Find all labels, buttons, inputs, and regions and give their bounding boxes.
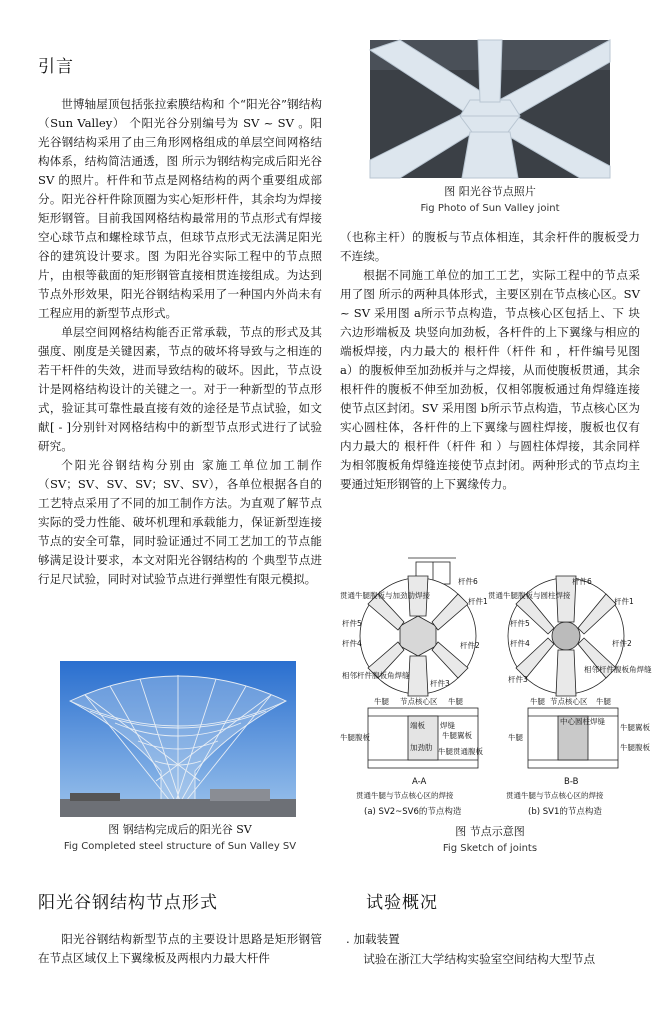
label-b-6: 杆件6 [572, 577, 592, 586]
label-b-5: 杆件5 [510, 619, 530, 628]
label-sec-a-4: 焊缝 [440, 721, 455, 730]
right-column-text [340, 228, 640, 494]
label-sec-a-1: 节点核心区 [400, 697, 438, 706]
label-a-6: 杆件6 [458, 577, 478, 586]
section-a-title: A-A [412, 777, 427, 787]
label-b-0: 贯通牛腿腹板与圆柱焊接 [488, 591, 571, 600]
label-a-2: 杆件2 [460, 641, 480, 650]
label-b-1: 杆件1 [614, 597, 634, 606]
joint-form-paragraph: 阳光谷钢结构新型节点的主要设计思路是矩形钢管在节点区域仅上下翼缘板及两根内力最大杆件 [38, 932, 322, 965]
label-sec-b-1: 节点核心区 [550, 697, 588, 706]
section-b-title: B-B [564, 777, 579, 787]
label-sec-b-3: 中心圆柱 [560, 717, 590, 726]
figure-2-caption: 图 阳光谷节点照片 [444, 185, 536, 198]
figure-3-diagram [338, 554, 652, 822]
label-b-3: 杆件3 [508, 675, 528, 684]
label-sec-b-0: 牛腿 [530, 697, 545, 706]
label-b-7: 相邻杆件腹板角焊缝 [584, 665, 652, 674]
figure-2-caption-en: Fig Photo of Sun Valley joint [420, 203, 560, 214]
label-a-7: 相邻杆件腹板角焊缝 [342, 671, 410, 680]
right-paragraph-1: （也称主杆）的腹板与节点体相连，其余杆件的腹板受力不连续。 [340, 230, 640, 263]
left-column [38, 52, 322, 589]
subcaption-b: (b) SV1的节点构造 [528, 807, 602, 817]
label-sec-a-3: 端板 [410, 721, 425, 730]
label-a-5: 杆件5 [342, 619, 362, 628]
intro-paragraph-3: 个阳光谷钢结构分别由 家施工单位加工制作（SV；SV、SV、SV；SV、SV），各单位根据各自的工艺特点采用了不同的加工制作方法。为直观了解节点实际的受力性能、破坏机理和承载能力，保证新型连接节点的安全可靠，同时验证通过不同工艺加工的节点能够满足设计要求，本文对阳光谷钢结构的 个典型节点进行足尺试验，同时对试验节点进行弹塑性有限元模拟。 [38, 458, 322, 586]
section-heading-test-overview: 试验概况 [366, 893, 438, 913]
figure-2-photo [370, 40, 610, 178]
section-a-caption: 贯通牛腿与节点核心区的焊接 [356, 791, 454, 800]
right-paragraph-2: 根据不同施工单位的加工工艺，实际工程中的节点采用了图 所示的两种具体形式，主要区别在节点核心区。SV ~ SV 采用图 a所示节点构造，节点核心区包括上、下 块六边形端板及 块竖向加劲板，各杆件的上下翼缘与相应的端板焊接，内力最大的 根杆件（杆件 和 ，杆件编号见图 a）的腹板伸至加劲板并与之焊接，从而使腹板贯通，其余 根杆件的腹板不伸至加劲板，仅相邻腹板通过角焊缝连接使节点区封闭。SV 采用图 b所示节点构造，节点核心区为实心圆柱体，各杆件的上下翼缘与圆柱焊接，腹板也仅有内力最大的 根杆件（杆件 和 ）与圆柱体焊接，其余同样为相邻腹板角焊缝连接使节点封闭。两种形式的节点均主要通过矩形钢管的上下翼缘传力。 [340, 268, 640, 491]
section-b-caption: 贯通牛腿与节点核心区的焊接 [506, 791, 604, 800]
intro-paragraph-1: 世博轴屋顶包括张拉索膜结构和 个“阳光谷”钢结构（Sun Valley） 个阳光谷分别编号为 SV ~ SV 。阳光谷钢结构采用了由三角形网格组成的单层空间网格结构体系，结构简洁通透，图 所示为钢结构完成后阳光谷 SV 的照片。杆件和节点是网格结构的两个重要组成部分。阳光谷杆件除顶圈为实心矩形杆件，其余均为焊接矩形钢管。目前我国网格结构最常用的节点形式有焊接空心球节点和螺栓球节点，但球节点形式无法满足阳光谷的建筑设计要求。图 为阳光谷实际工程中的节点照片，由根等截面的矩形钢管直接相贯连接组成。为达到节点外形效果，阳光谷钢结构采用了一种国内外尚未有工程应用的新型节点形式。 [38, 97, 322, 320]
label-b-2: 杆件2 [612, 639, 632, 648]
label-sec-b-2: 牛腿 [596, 697, 611, 706]
test-overview-paragraph: 试验在浙江大学结构实验室空间结构大型节点 [363, 952, 596, 966]
label-a-0: 贯通牛腿腹板与加劲肋焊接 [340, 591, 430, 600]
label-sec-b-5: 牛腿翼板 [620, 723, 650, 732]
figure-3-caption: 图 节点示意图 [455, 825, 525, 838]
figure-3-caption-en: Fig Sketch of joints [442, 843, 538, 854]
subcaption-a: (a) SV2~SV6的节点构造 [364, 807, 462, 817]
figure-1-caption: 图 钢结构完成后的阳光谷 SV [108, 823, 252, 836]
label-a-4: 杆件4 [342, 639, 362, 648]
label-sec-a-2: 牛腿 [448, 697, 463, 706]
figure-1-caption-en: Fig Completed steel structure of Sun Valley SV [63, 841, 297, 852]
label-sec-a-8: 牛腿贯通腹板 [438, 747, 483, 756]
label-sec-a-5: 牛腿翼板 [442, 731, 472, 740]
label-sec-b-7: 牛腿 [508, 733, 523, 742]
label-b-4: 杆件4 [510, 639, 530, 648]
section-heading-intro: 引言 [38, 57, 74, 77]
label-sec-a-0: 牛腿 [374, 697, 389, 706]
intro-paragraph-2: 单层空间网格结构能否正常承载，节点的形式及其强度、刚度是关键因素，节点的破坏将导致与之相连的若干杆件的失效，进而导致结构的破坏。因此，节点设计是网格结构设计的关键之一。对于一种新型的节点形式，验证其可靠性最直接有效的途径是节点试验，如文献[ - ]分别针对网格结构中的新型节点形式进行了试验研究。 [38, 325, 322, 453]
subsection-heading-loading: . 加载装置 [346, 932, 400, 946]
label-sec-b-4: 焊缝 [590, 717, 605, 726]
label-a-3: 杆件3 [430, 679, 450, 688]
label-sec-a-6: 牛腿腹板 [340, 733, 370, 742]
figure-1-photo [60, 661, 296, 817]
section-heading-joint-form: 阳光谷钢结构节点形式 [38, 893, 218, 913]
label-a-1: 杆件1 [468, 597, 488, 606]
label-sec-a-7: 加劲肋 [410, 743, 433, 752]
label-sec-b-6: 牛腿腹板 [620, 743, 650, 752]
